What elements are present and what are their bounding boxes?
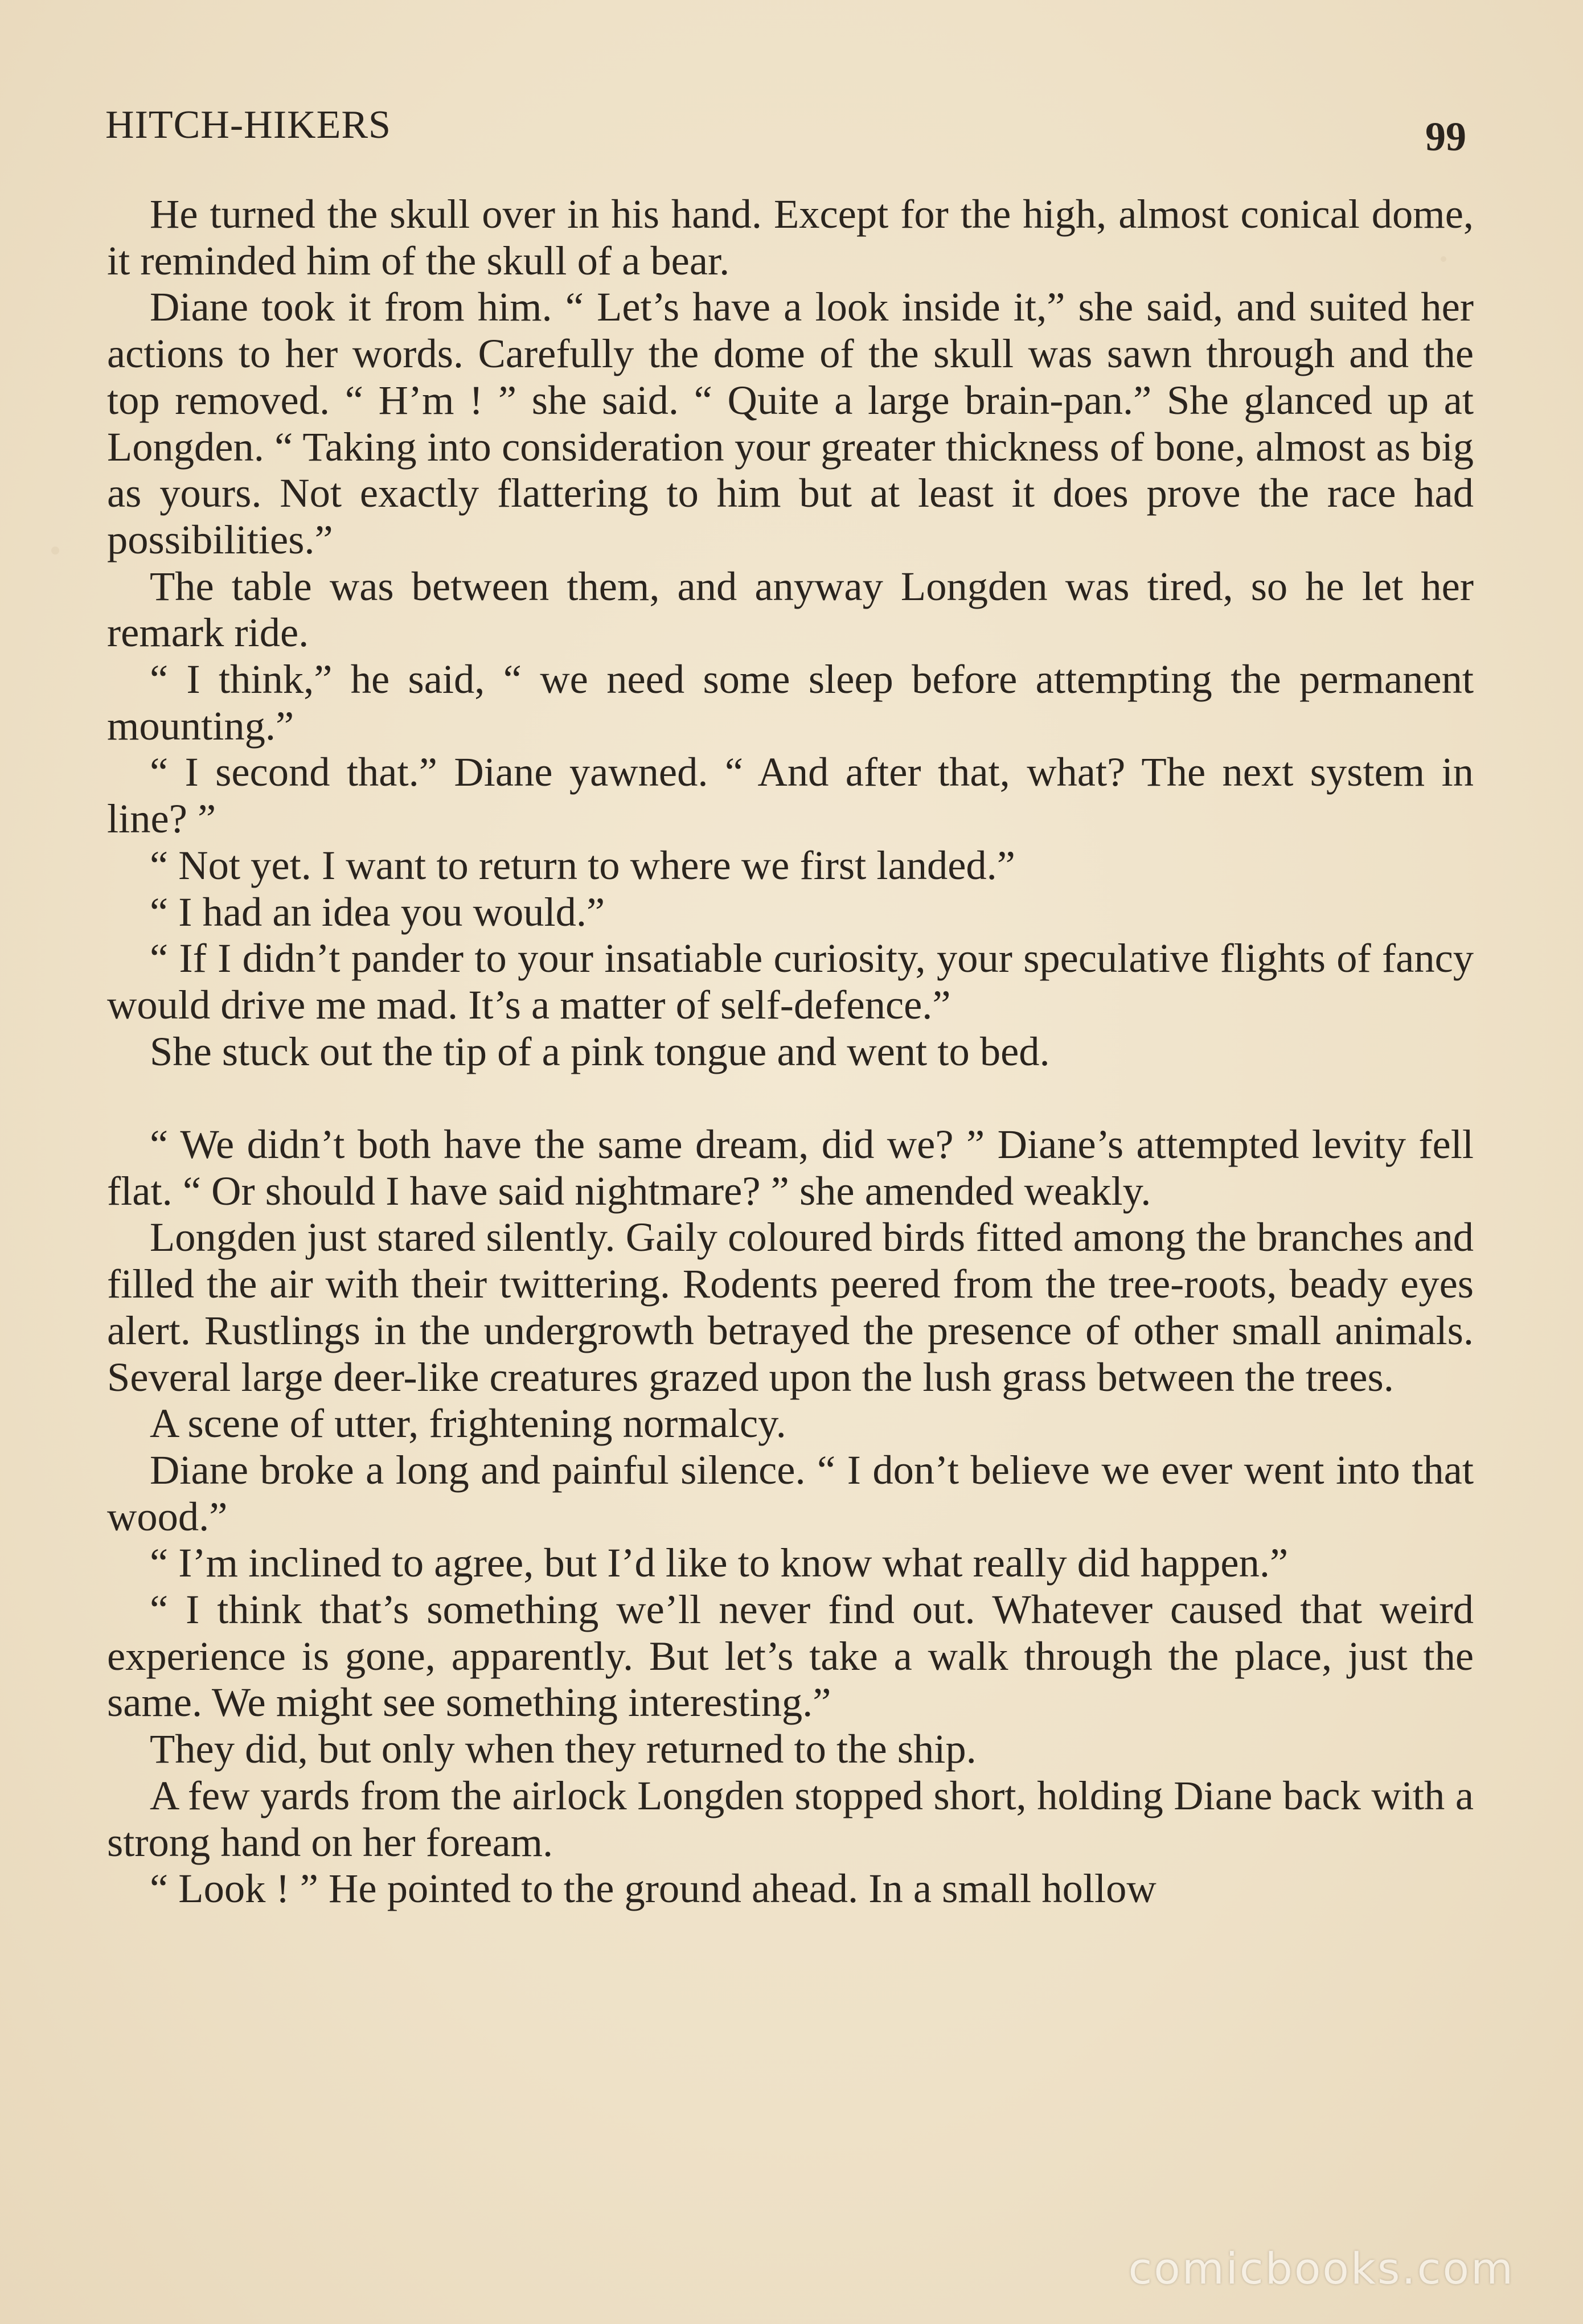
paragraph: A few yards from the airlock Longden stopped short, holding Diane back with a strong hand on her foream. [107,1772,1474,1865]
paragraph: “ I second that.” Diane yawned. “ And after that, what? The next system in line? ” [107,749,1474,842]
paragraph: The table was between them, and anyway Longden was tired, so he let her remark ride. [107,562,1474,656]
paragraph: “ Not yet. I want to return to where we first landed.” [150,841,1015,888]
paragraph: Diane broke a long and painful silence. “ I don’t believe we ever went into that wood.” [107,1446,1474,1539]
paper-stain [51,547,59,555]
paragraph: “ I’m inclined to agree, but I’d like to know what really did happen.” [150,1539,1289,1586]
running-head: HITCH-HIKERS [105,103,391,147]
paragraph: “ If I didn’t pander to your insatiable curiosity, your speculative flights of fancy would drive me mad. It’s a matter of self-defence.” [107,935,1474,1028]
paragraph: They did, but only when they returned to the ship. [150,1726,977,1772]
paragraph: Diane took it from him. “ Let’s have a look inside it,” she said, and suited her actions to her words. Carefully the dome of the skull was sawn through and the top removed. “ H’m ! ” she said. “ Quite a large brain-pan.” She glanced up at Longden. “ Taking into consideration your greater thickness of bone, almost as big as yours. Not exactly flattering to him but at least it does prove the race had possibilities.” [107,284,1474,562]
paragraph: Longden just stared silently. Gaily coloured birds fitted among the branches and filled the air with their twittering. Rodents peered from the tree-roots, beady eyes alert. Rustlings in the undergrowth betrayed the presence of other small animals. Several large deer-like creatures grazed upon the lush grass between the trees. [107,1214,1474,1400]
paragraph: A scene of utter, frightening normalcy. [150,1400,786,1447]
section-break [107,1074,1474,1121]
page-number: 99 [1425,114,1466,159]
watermark: comicbooks.com [1128,2243,1515,2294]
paragraph: “ Look ! ” He pointed to the ground ahead. In a small hollow [150,1865,1157,1912]
paragraph: He turned the skull over in his hand. Except for the high, almost conical dome, it reminded him of the skull of a bear. [107,191,1474,284]
paragraph: “ I think that’s something we’ll never find out. Whatever caused that weird experience is gone, apparently. But let’s take a walk through the place, just the same. We might see something interesting.” [107,1586,1474,1726]
paragraph: “ I had an idea you would.” [150,888,605,935]
paragraph: “ We didn’t both have the same dream, did we? ” Diane’s attempted levity fell flat. “ Or should I have said nightmare? ” she amended weakly. [107,1121,1474,1214]
body-text [107,191,1474,1912]
paragraph: “ I think,” he said, “ we need some sleep before attempting the permanent mounting.” [107,656,1474,749]
paragraph: She stuck out the tip of a pink tongue and went to bed. [150,1028,1050,1074]
